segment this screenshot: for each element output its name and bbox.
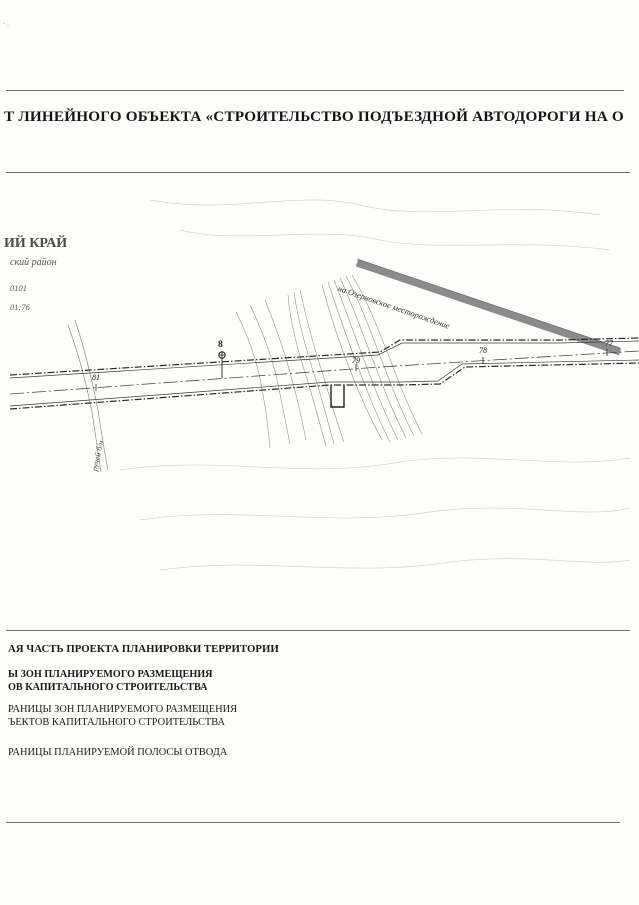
picket-label: 79	[352, 356, 360, 365]
top-rule	[6, 90, 624, 91]
picket-label: 78	[479, 346, 487, 355]
planned-corridor	[10, 338, 639, 409]
legend-subheading-line1: Ы ЗОН ПЛАНИРУЕМОГО РАЗМЕЩЕНИЯ	[8, 669, 213, 680]
legend-item-zones-line2: ЪЕКТОВ КАПИТАЛЬНОГО СТРОИТЕЛЬСТВА	[8, 717, 226, 728]
legend-subheading-line2: ОВ КАПИТАЛЬНОГО СТРОИТЕЛЬСТВА	[8, 682, 208, 693]
region-name: ИЙ КРАЙ	[4, 236, 68, 251]
site-plan-map	[0, 175, 639, 630]
legend-heading: АЯ ЧАСТЬ ПРОЕКТА ПЛАНИРОВКИ ТЕРРИТОРИИ	[8, 643, 279, 655]
picket-label: 81	[92, 373, 100, 382]
road-direction-label: на Озерновское месторождение	[336, 283, 452, 331]
map-bottom-rule	[6, 630, 630, 631]
legend-item-right-of-way: РАНИЦЫ ПЛАНИРУЕМОЙ ПОЛОСЫ ОТВОДА	[8, 747, 228, 758]
stream-label: ручей б/н	[90, 439, 106, 472]
culvert	[331, 385, 344, 407]
corner-mark: · .	[3, 20, 9, 28]
legend-item-zones-line1: РАНИЦЫ ЗОН ПЛАНИРУЕМОГО РАЗМЕЩЕНИЯ	[8, 704, 238, 715]
page-title: Т ЛИНЕЙНОГО ОБЪЕКТА «СТРОИТЕЛЬСТВО ПОДЪЕЗДНОЙ АВТОДОРОГИ НА О	[4, 108, 624, 125]
cadastral-code-1: 0101	[10, 283, 27, 293]
road-axis	[10, 351, 639, 394]
cadastral-code-2: 01:76	[10, 302, 30, 312]
marker-label: 8	[218, 340, 223, 350]
corridor-inner	[10, 341, 639, 406]
district-name: ский район	[10, 257, 57, 268]
title-rule	[6, 172, 630, 173]
bottom-rule	[6, 822, 620, 823]
picket-label: 77	[605, 339, 613, 348]
